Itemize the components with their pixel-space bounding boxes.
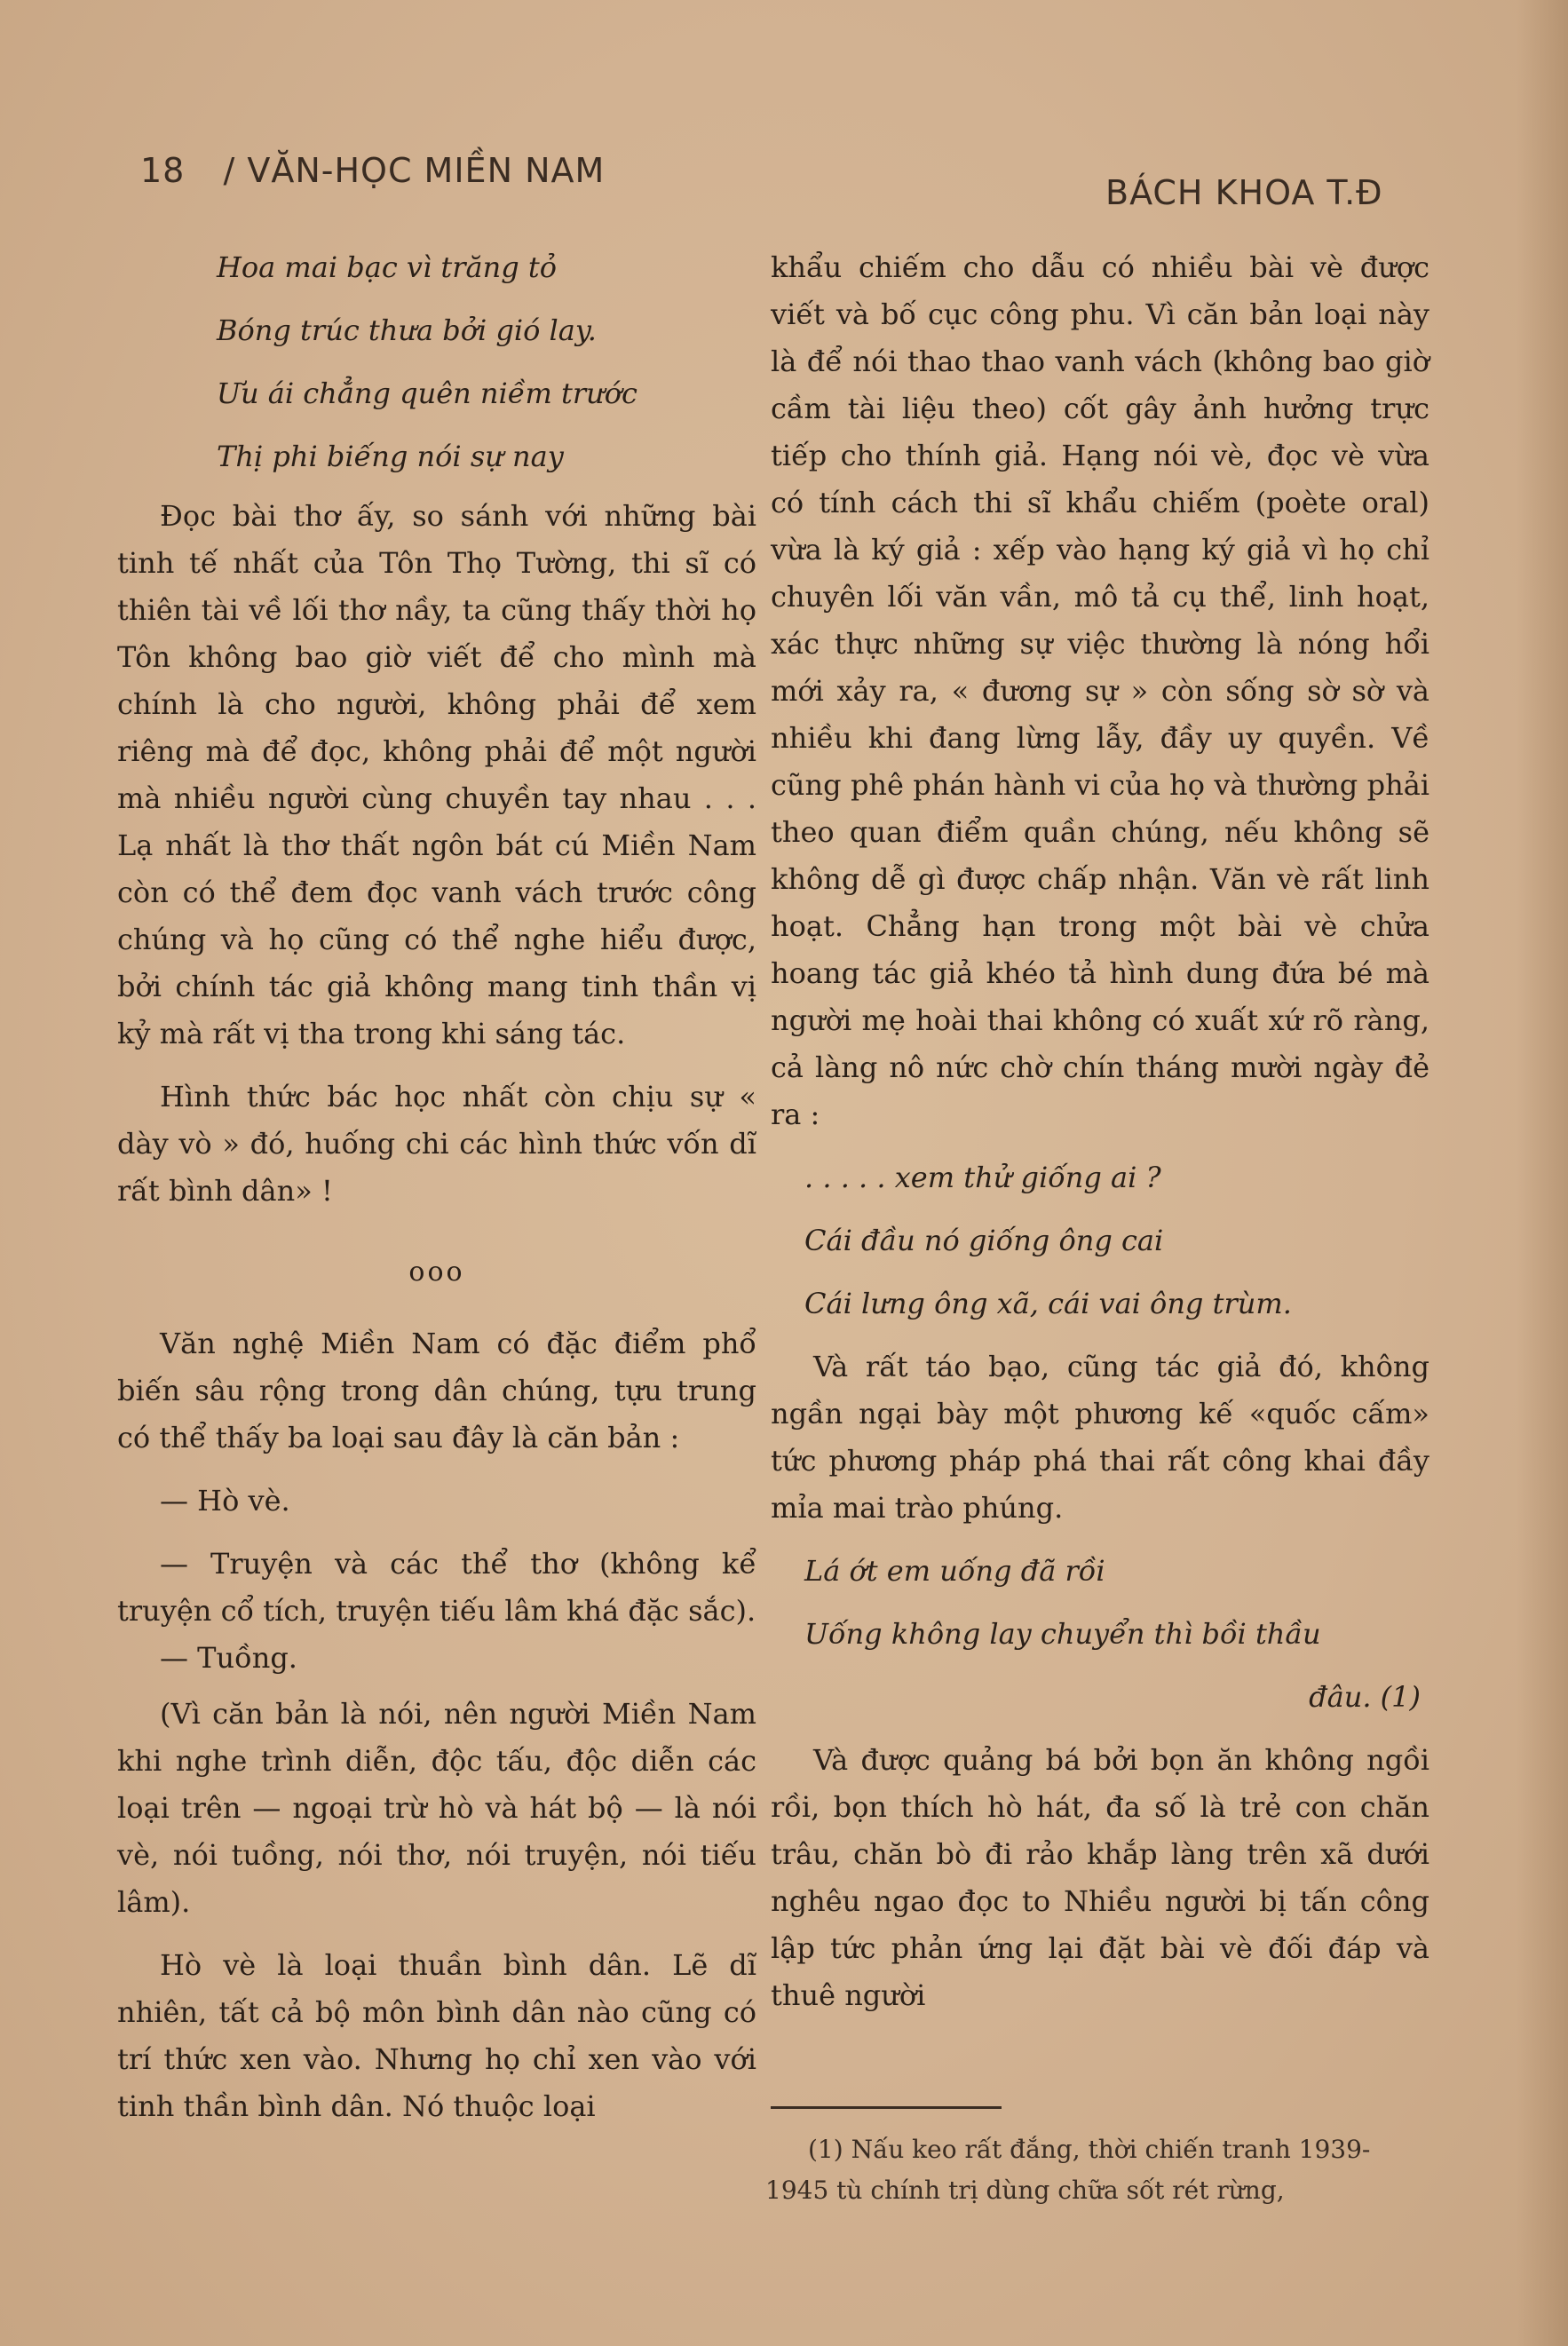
verse-line: Cái lưng ông xã, cái vai ông trùm.: [804, 1287, 1292, 1320]
verse-line: Lá ớt em uống đã rồi: [804, 1554, 1105, 1588]
verse-line: đâu. (1): [1309, 1680, 1421, 1714]
paragraph: Và được quảng bá bởi bọn ăn không ngồi rồi, bọn thích hò hát, đa số là trẻ con chăn trâu, chăn bò đi rảo khắp làng trên xã dưới nghêu ngao đọc to Nhiều người bị tấn công lập tức phản ứng lại đặt bài vè đối đáp và thuê người: [771, 1743, 1429, 2012]
paragraph: Đọc bài thơ ấy, so sánh với những bài tinh tế nhất của Tôn Thọ Tường, thi sĩ có thiên tài về lối thơ nầy, ta cũng thấy thời họ Tôn không bao giờ viết để cho mình mà chính là cho người, không phải để xem riêng mà để đọc, không phải để một người mà nhiều người cùng chuyền tay nhau . . . Lạ nhất là thơ thất ngôn bát cú Miền Nam còn có thể đem đọc vanh vách trước công chúng và họ cũng có thể nghe hiểu được, bởi chính tác giả không mang tinh thần vị kỷ mà rất vị tha trong khi sáng tác.: [117, 499, 756, 1050]
verse-line: Ưu ái chẳng quên niềm trước: [217, 376, 637, 410]
paragraph: Hò vè là loại thuần bình dân. Lẽ dĩ nhiên, tất cả bộ môn bình dân nào cũng có trí thức xen vào. Nhưng họ chỉ xen vào với tinh thần bình dân. Nó thuộc loại: [117, 1948, 756, 2123]
right-column: [771, 244, 1429, 2035]
paragraph: Và rất táo bạo, cũng tác giả đó, không ngần ngại bày một phương kế «quốc cấm» tức phương pháp phá thai rất công khai đầy mỉa mai trào phúng.: [771, 1350, 1429, 1525]
section-separator: ooo: [408, 1256, 465, 1288]
verse-quote: [771, 1548, 1429, 1721]
section-title: / VĂN-HỌC MIỀN NAM: [223, 151, 606, 190]
left-column: [117, 244, 756, 2146]
paragraph: Hình thức bác học nhất còn chịu sự « dày vò » đó, huống chi các hình thức vốn dĩ rất bình dân» !: [117, 1080, 756, 1208]
footnote-text: (1) Nấu keo rất đắng, thời chiến tranh 1939-1945 tù chính trị dùng chữa sốt rét rừng,: [765, 2135, 1371, 2205]
magazine-title: BÁCH KHOA T.Đ: [1105, 173, 1383, 212]
paragraph: khẩu chiếm cho dẫu có nhiều bài vè được viết và bố cục công phu. Vì căn bản loại này là để nói thao thao vanh vách (không bao giờ cầm tài liệu theo) cốt gây ảnh hưởng trực tiếp cho thính giả. Hạng nói vè, đọc vè vừa có tính cách thi sĩ khẩu chiếm (poète oral) vừa là ký giả : xếp vào hạng ký giả vì họ chỉ chuyên lối văn vần, mô tả cụ thể, linh hoạt, xác thực những sự việc thường là nóng hổi mới xảy ra, « đương sự » còn sống sờ sờ và nhiều khi đang lừng lẫy, đầy uy quyền. Về cũng phê phán hành vi của họ và thường phải theo quan điểm quần chúng, nếu không sẽ không dễ gì được chấp nhận. Văn vè rất linh hoạt. Chẳng hạn trong một bài vè chửa hoang tác giả khéo tả hình dung đứa bé mà người mẹ hoài thai không có xuất xứ rõ ràng, cả làng nô nức chờ chín tháng mười ngày đẻ ra :: [771, 250, 1429, 1131]
poem-quote: [117, 244, 756, 480]
verse-line: . . . . . xem thử giống ai ?: [804, 1161, 1161, 1194]
verse-line: Thị phi biếng nói sự nay: [217, 440, 564, 473]
footnote-divider: [771, 2106, 1002, 2109]
page-edge-shadow: [1517, 0, 1568, 2346]
list-item: — Tuồng.: [160, 1641, 297, 1675]
list-item: — Hò vè.: [160, 1484, 290, 1518]
verse-line: Bóng trúc thưa bởi gió lay.: [217, 313, 597, 347]
verse-line: Cái đầu nó giống ông cai: [804, 1224, 1164, 1257]
paragraph: Văn nghệ Miền Nam có đặc điểm phổ biến sâu rộng trong dân chúng, tựu trung có thể thấy ba loại sau đây là căn bản :: [117, 1327, 756, 1454]
paragraph: (Vì căn bản là nói, nên người Miền Nam khi nghe trình diễn, độc tấu, độc diễn các loại trên — ngoại trừ hò và hát bộ — là nói vè, nói tuồng, nói thơ, nói truyện, nói tiếu lâm).: [117, 1697, 756, 1919]
page-header-left: [140, 151, 605, 190]
verse-quote: [771, 1154, 1429, 1328]
verse-line: Uống không lay chuyển thì bồi thầu: [804, 1617, 1321, 1651]
footnote: [765, 2129, 1422, 2211]
verse-line: Hoa mai bạc vì trăng tỏ: [217, 250, 558, 284]
page-number: 18: [140, 151, 186, 190]
list-item: — Truyện và các thể thơ (không kể truyện cổ tích, truyện tiếu lâm khá đặc sắc).: [117, 1547, 756, 1628]
